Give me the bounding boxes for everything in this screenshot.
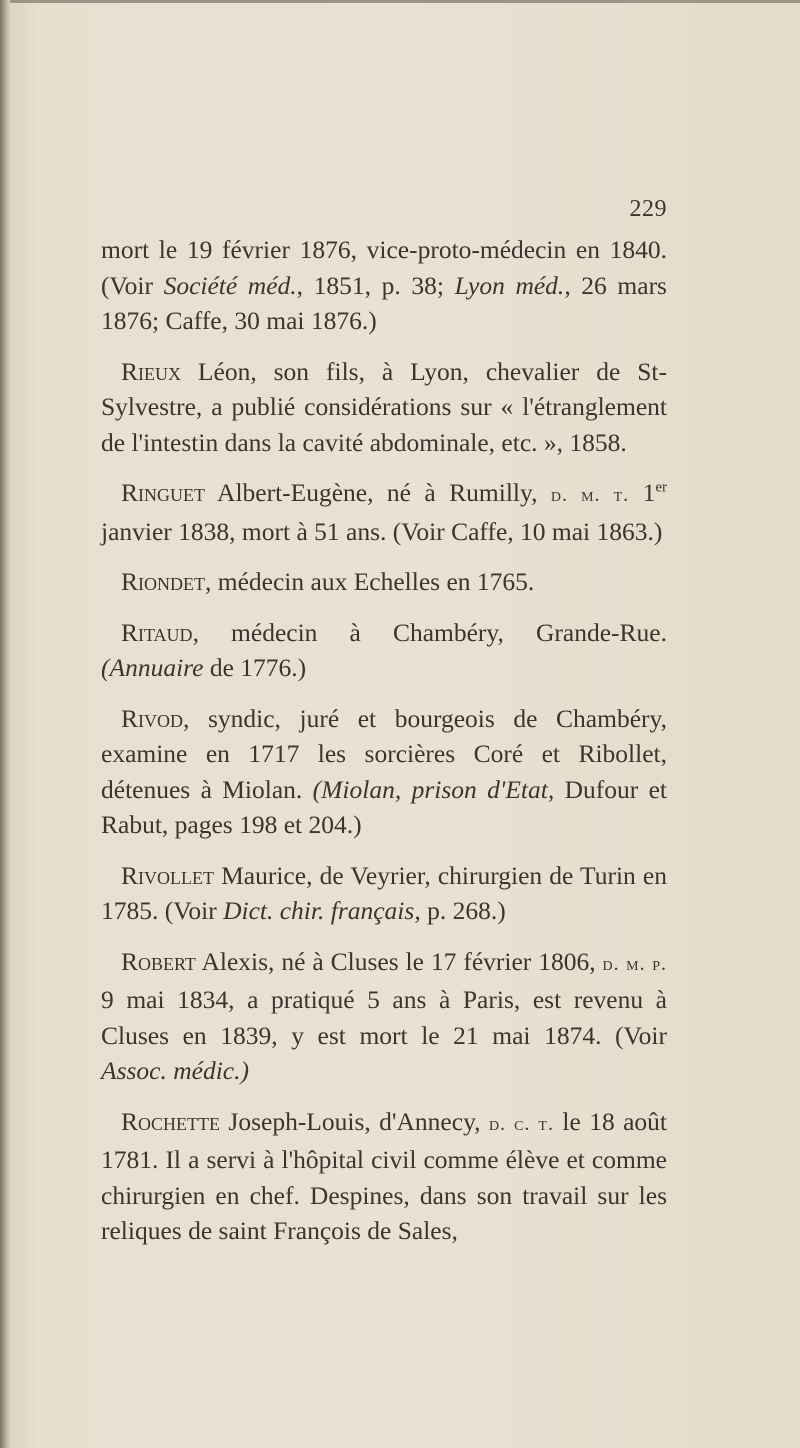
- entry-text: Maurice, de Veyrier, chirurgien de Turin en 1785. (Voir: [101, 860, 667, 925]
- entry-name: Rivollet: [121, 860, 214, 890]
- degree-abbreviation: d. c. t.: [488, 1112, 554, 1135]
- citation-title: Dict. chir. français,: [223, 896, 421, 925]
- entry-text: de 1776.): [203, 653, 307, 682]
- book-spine-shadow: [0, 0, 10, 1448]
- entry-name: Rieux: [121, 356, 181, 386]
- citation-title: (Miolan, prison d'Etat,: [312, 774, 555, 804]
- entry-text: , 26 mars 1876; Caffe, 30 mai 1876.): [101, 270, 667, 335]
- entry-continuation: [101, 232, 667, 339]
- entry-name: Rochette: [121, 1106, 220, 1136]
- entry-text: , 1851, p. 38;: [296, 270, 455, 300]
- entry-text: 1: [629, 478, 656, 507]
- entry-name: Ritaud: [121, 617, 193, 647]
- entry-rieux: [101, 354, 667, 461]
- page-body: [101, 232, 667, 1264]
- entry-rochette: [101, 1104, 667, 1249]
- entry-ritaud: [101, 615, 667, 686]
- entry-text: Léon, son fils, à Lyon, chevalier de St-Sylvestre, a publié considérations sur « l'étranglement de l'intestin dans la cavité abdominale, etc. », 1858.: [101, 356, 667, 457]
- entry-text: , médecin à Chambéry, Grande-Rue.: [192, 617, 667, 647]
- citation-title: Assoc. médic.): [101, 1056, 249, 1085]
- entry-text: , médecin aux Echelles en 1765.: [205, 567, 535, 596]
- citation-title: Lyon méd.: [454, 270, 565, 300]
- entry-text: p. 268.): [420, 896, 506, 925]
- entry-text: mort le 19 février 1876, vice-proto-médecin en 1840. (Voir: [101, 235, 667, 300]
- entry-rivollet: [101, 858, 667, 929]
- page-number: 229: [629, 196, 667, 222]
- entry-name: Ringuet: [121, 478, 205, 507]
- entry-text: Dufour et Rabut, pages 198 et 204.): [101, 774, 667, 839]
- degree-abbreviation: d. m. t.: [550, 484, 630, 506]
- entry-rivod: [101, 701, 667, 843]
- entry-riondet: [101, 564, 667, 600]
- entry-text: Albert-Eugène, né à Rumilly,: [205, 478, 551, 507]
- entry-text: 9 mai 1834, a pratiqué 5 ans à Paris, est revenu à Cluses en 1839, y est mort le 21 mai 1874. (Voir: [101, 985, 667, 1050]
- entry-text: Joseph-Louis, d'Annecy,: [220, 1106, 489, 1136]
- entry-name: Riondet: [121, 567, 205, 596]
- entry-text: le 18 août 1781. Il a servi à l'hôpital civil comme élève et comme chirurgien en chef. Despines, dans son travail sur les reliques de saint François de Sales,: [101, 1106, 668, 1245]
- citation-title: (Annuaire: [101, 653, 204, 682]
- entry-name: Rivod: [121, 703, 183, 733]
- entry-name: Robert: [121, 946, 196, 976]
- ordinal-superscript: er: [655, 479, 667, 496]
- entry-ringuet: [101, 475, 667, 549]
- citation-title: Société méd.: [163, 270, 297, 300]
- entry-text: Alexis, né à Cluses le 17 février 1806,: [195, 946, 603, 976]
- entry-text: , syndic, juré et bourgeois de Chambéry, examine en 1717 les sorcières Coré et Ribollet, détenues à Miolan.: [101, 703, 667, 804]
- entry-robert: [101, 944, 667, 1089]
- entry-text: janvier 1838, mort à 51 ans. (Voir Caffe, 10 mai 1863.): [101, 516, 663, 546]
- degree-abbreviation: d. m. p.: [602, 952, 667, 975]
- page-top-edge: [10, 0, 800, 3]
